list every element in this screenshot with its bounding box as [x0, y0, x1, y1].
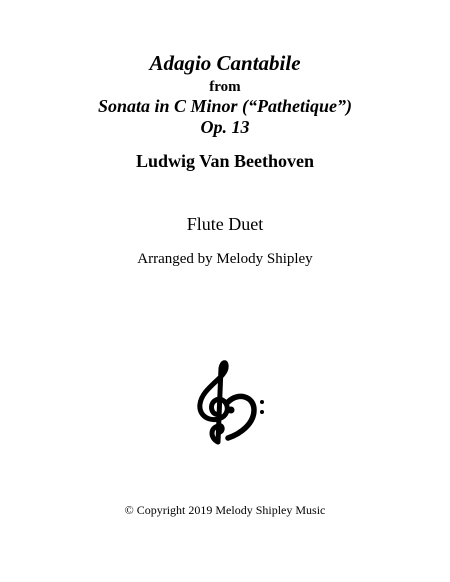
- from-label: from: [209, 79, 241, 95]
- piece-title: Adagio Cantabile: [149, 51, 301, 75]
- copyright-notice: © Copyright 2019 Melody Shipley Music: [124, 503, 326, 517]
- ensemble-label: Flute Duet: [186, 214, 264, 234]
- treble-bass-clef-logo-icon: [188, 358, 268, 448]
- arranger-credit: Arranged by Melody Shipley: [137, 251, 313, 267]
- opus-number: Op. 13: [200, 117, 250, 137]
- composer-name: Ludwig Van Beethoven: [135, 151, 315, 171]
- sonata-title: Sonata in C Minor (“Pathetique”): [97, 96, 353, 116]
